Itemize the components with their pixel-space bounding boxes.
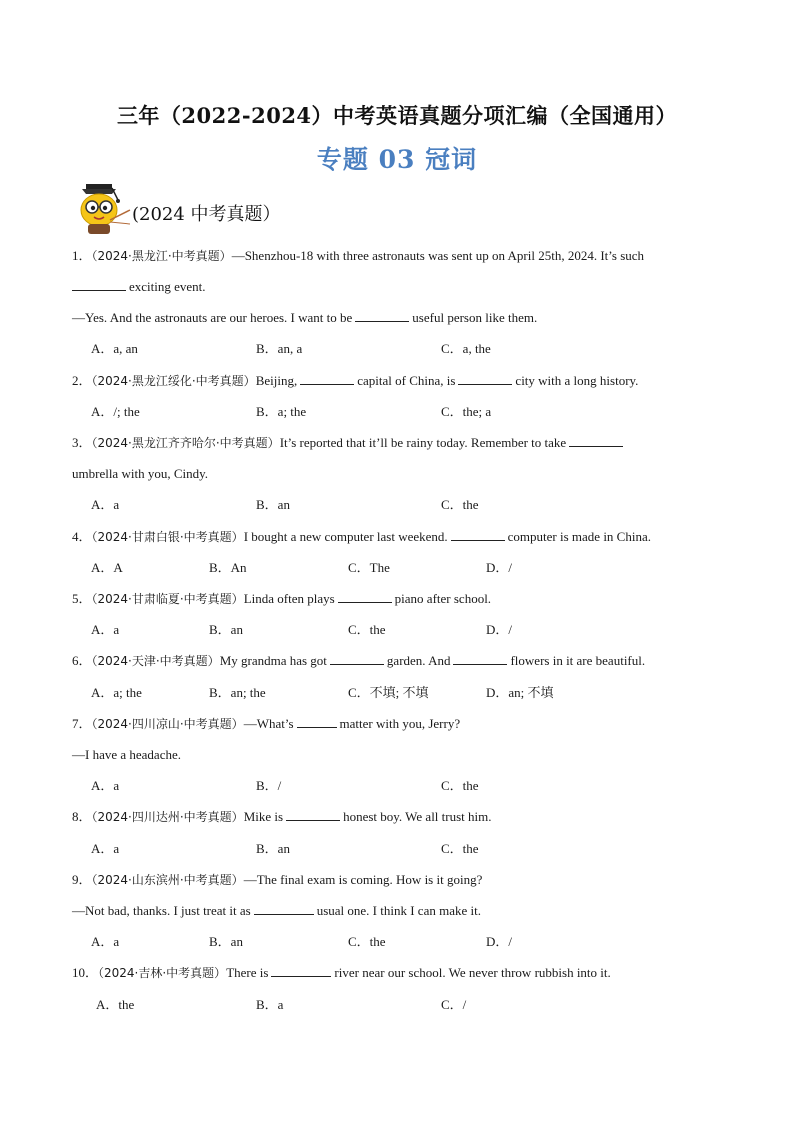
option-a[interactable]: A．the xyxy=(96,997,135,1012)
question-7-line-2: —I have a headache. xyxy=(72,747,181,762)
option-a[interactable]: A．a xyxy=(91,622,120,637)
answer-blank[interactable] xyxy=(297,715,337,728)
question-10: 10．（2024·吉林·中考真题）There is river near our school. We never throw rubbish into it. xyxy=(72,965,611,980)
option-b[interactable]: B．An xyxy=(209,560,247,575)
option-a[interactable]: A．A xyxy=(91,560,123,575)
answer-blank[interactable] xyxy=(338,590,392,603)
option-b[interactable]: B．an; the xyxy=(209,685,266,700)
option-c[interactable]: C．不填; 不填 xyxy=(348,685,429,700)
option-c[interactable]: C．the; a xyxy=(441,404,492,419)
answer-blank[interactable] xyxy=(355,309,409,322)
question-8: 8．（2024·四川达州·中考真题）Mike is honest boy. We all trust him. xyxy=(72,809,492,824)
graduate-mascot-icon xyxy=(72,180,132,236)
answer-blank[interactable] xyxy=(451,528,505,541)
option-d[interactable]: D．/ xyxy=(486,560,513,575)
option-b[interactable]: B．an, a xyxy=(256,341,303,356)
option-a[interactable]: A．a xyxy=(91,497,120,512)
option-c[interactable]: C．/ xyxy=(441,997,467,1012)
option-a[interactable]: A．a, an xyxy=(91,341,138,356)
page-subtitle: 专题 03 冠词 xyxy=(316,145,478,174)
option-b[interactable]: B．an xyxy=(256,841,290,856)
question-9: 9．（2024·山东滨州·中考真题）—The final exam is coming. How is it going? xyxy=(72,872,483,887)
question-1-line-3: —Yes. And the astronauts are our heroes. I want to be useful person like them. xyxy=(72,310,538,325)
option-a[interactable]: A．/; the xyxy=(91,404,140,419)
question-1-line-2: exciting event. xyxy=(72,278,206,296)
answer-blank[interactable] xyxy=(254,902,314,915)
option-a[interactable]: A．a; the xyxy=(91,685,142,700)
option-c[interactable]: C．the xyxy=(441,497,479,512)
option-c[interactable]: C．The xyxy=(348,560,390,575)
question-1: 1．（2024·黑龙江·中考真题）—Shenzhou-18 with three astronauts was sent up on April 25th, 2024. It’s such xyxy=(72,248,645,263)
option-c[interactable]: C．the xyxy=(441,841,479,856)
option-d[interactable]: D．/ xyxy=(486,934,513,949)
answer-blank[interactable] xyxy=(286,808,340,821)
answer-blank[interactable] xyxy=(271,964,331,977)
question-4: 4．（2024·甘肃白银·中考真题）I bought a new computer last weekend. computer is made in China. xyxy=(72,529,651,544)
option-b[interactable]: B．an xyxy=(256,497,290,512)
option-a[interactable]: A．a xyxy=(91,841,120,856)
question-7: 7．（2024·四川凉山·中考真题）—What’s matter with you, Jerry? xyxy=(72,716,461,731)
option-a[interactable]: A．a xyxy=(91,778,120,793)
answer-blank[interactable] xyxy=(300,372,354,385)
question-5: 5．（2024·甘肃临夏·中考真题）Linda often plays piano after school. xyxy=(72,591,492,606)
option-c[interactable]: C．the xyxy=(348,934,386,949)
page-title: 三年（2022-2024）中考英语真题分项汇编（全国通用） xyxy=(116,103,678,128)
option-c[interactable]: C．a, the xyxy=(441,341,491,356)
answer-blank[interactable] xyxy=(569,434,623,447)
option-b[interactable]: B．a xyxy=(256,997,284,1012)
answer-blank[interactable] xyxy=(458,372,512,385)
option-b[interactable]: B．an xyxy=(209,934,243,949)
answer-blank[interactable] xyxy=(72,278,126,291)
answer-blank[interactable] xyxy=(453,652,507,665)
option-d[interactable]: D．an; 不填 xyxy=(486,685,554,700)
question-3: 3．（2024·黑龙江齐齐哈尔·中考真题）It’s reported that it’ll be rainy today. Remember to take xyxy=(72,434,626,452)
question-2: 2．（2024·黑龙江绥化·中考真题）Beijing, capital of China, is city with a long history. xyxy=(72,373,639,388)
answer-blank[interactable] xyxy=(330,652,384,665)
section-label: (2024 中考真题） xyxy=(132,204,281,225)
question-6: 6．（2024·天津·中考真题）My grandma has got garden. And flowers in it are beautiful. xyxy=(72,653,646,668)
option-c[interactable]: C．the xyxy=(441,778,479,793)
option-a[interactable]: A．a xyxy=(91,934,120,949)
question-3-line-2: umbrella with you, Cindy. xyxy=(72,466,209,481)
option-c[interactable]: C．the xyxy=(348,622,386,637)
option-d[interactable]: D．/ xyxy=(486,622,513,637)
option-b[interactable]: B．an xyxy=(209,622,243,637)
section-header xyxy=(72,180,472,236)
question-9-line-2: —Not bad, thanks. I just treat it as usual one. I think I can make it. xyxy=(72,903,481,918)
option-b[interactable]: B．a; the xyxy=(256,404,307,419)
option-b[interactable]: B．/ xyxy=(256,778,282,793)
